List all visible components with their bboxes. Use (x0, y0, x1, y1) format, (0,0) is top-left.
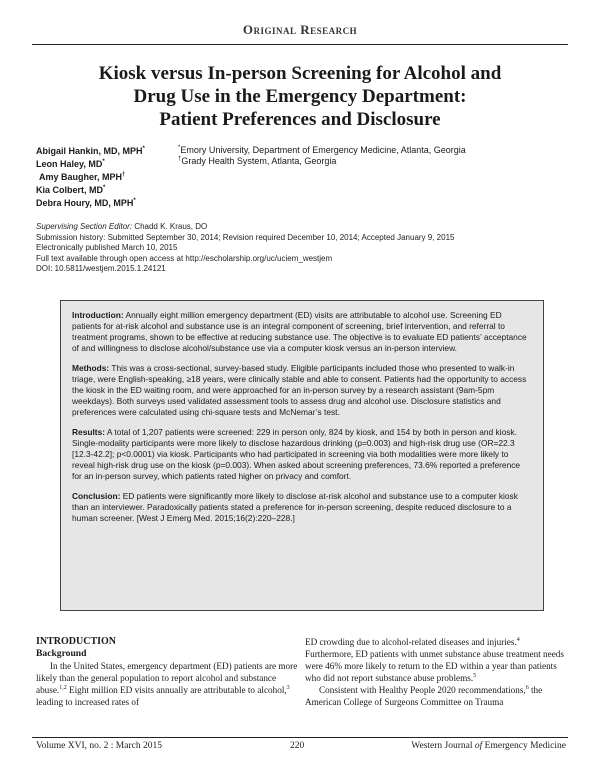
background-heading: Background (36, 648, 87, 659)
author-list (36, 145, 186, 210)
footer-journal: Western Journal of Emergency Medicine (411, 741, 566, 751)
published-date: Electronically published March 10, 2015 (36, 243, 178, 252)
body-column-right (305, 636, 567, 708)
author: Amy Baugher, MPH† (39, 172, 126, 182)
article-metadata (36, 222, 566, 275)
section-label: Original Research (242, 22, 358, 37)
footer-rule (32, 737, 568, 738)
body-column-left (36, 636, 298, 708)
header-rule (32, 44, 568, 45)
body-paragraph: Consistent with Healthy People 2020 recommendations,$^6$ the American College of Surgeons Committee on Trauma (305, 684, 543, 707)
abstract-results: Results: A total of 1,207 patients were screened: 229 in person only, 824 by kiosk, and 154 by both in person and kiosk. Single-modality participants were more likely to disclose hazardous drinking (p=0.003) and high-risk drug use (OR=22.3 [12.3-42.2]; p<0.0001) via kiosk. Participants who had participated in screening via both modalities were more likely to reveal high-risk drug use on the kiosk (p=0.003). When asked about screening preferences, 73.6% reported a preference for an in-person survey, which patients rated higher on privacy and comfort. (72, 427, 521, 481)
submission-history: Submission history: Submitted September 30, 2014; Revision required December 10, 2014; Accepted January 9, 2015 (36, 232, 455, 242)
section-editor: Supervising Section Editor: Chadd K. Kraus, DO (36, 222, 208, 231)
page-number: 220 (290, 741, 305, 751)
affiliation: †Grady Health System, Atlanta, Georgia (178, 156, 337, 166)
abstract-conclusion: Conclusion: ED patients were significantly more likely to disclose at-risk alcohol and substance use to a computer kiosk than an interviewer. Paradoxically patients stated a preference for in-person screening, despite reduced disclosure to a human screener. [West J Emerg Med. 2015;16(2):220–228.] (72, 491, 518, 523)
author: Kia Colbert, MD* (36, 185, 106, 195)
author: Leon Haley, MD* (36, 159, 105, 169)
title-line: Kiosk versus In-person Screening for Alcohol and (98, 63, 502, 84)
title-line: Patient Preferences and Disclosure (159, 109, 441, 130)
body-paragraph: ED crowding due to alcohol-related diseases and injuries.$^4$ Furthermore, ED patients with unmet substance abuse treatment needs were 46% more likely to return to the ED within a year than patients who did not report substance abuse problems.$^5$ (305, 636, 564, 683)
affiliation: *Emory University, Department of Emergency Medicine, Atlanta, Georgia (178, 145, 466, 155)
affiliation-list (178, 145, 538, 167)
author: Abigail Hankin, MD, MPH* (36, 146, 145, 156)
body-paragraph: In the United States, emergency department (ED) patients are more likely than the general population to report alcohol and substance abuse.$^{1,2}$ Eight million ED visits annually are attributable to alcohol,$^3$ leading to increased rates of (36, 661, 298, 707)
author: Debra Houry, MD, MPH* (36, 198, 136, 208)
abstract-box (60, 300, 544, 611)
introduction-heading: INTRODUCTION (36, 636, 117, 647)
abstract-methods: Methods: This was a cross-sectional, survey-based study. Eligible participants included those who presented to walk-in triage, were English-speaking, ≥18 years, were clinically stable and able to consent. Patients had the opportunity to access the kiosk in the ED waiting room, and were approached for an in-person survey by a research assistant (9am-5pm weekdays). Both surveys used validated assessment tools to assess drug and alcohol use. Disclosure statistics and preferences were calculated using chi-square tests and McNemar’s test. (72, 363, 527, 417)
article-title (40, 62, 560, 131)
abstract-introduction: Introduction: Annually eight million emergency department (ED) visits are attributable to alcohol use. Screening ED patients for at-risk alcohol and substance use is an integral component of screening, brief intervention, and referral to treatment programs, shown to be effective at reducing substance use. The objective is to evaluate ED patients’ acceptance of and willingness to disclose alcohol/substance use via a computer kiosk versus an in-person interview. (72, 310, 527, 353)
footer-volume: Volume XVI, no. 2 : March 2015 (36, 741, 162, 751)
title-line: Drug Use in the Emergency Department: (133, 86, 467, 107)
doi: DOI: 10.5811/westjem.2015.1.24121 (36, 264, 166, 273)
fulltext-link: Full text available through open access at http://escholarship.org/uc/uciem_westjem (36, 253, 333, 263)
